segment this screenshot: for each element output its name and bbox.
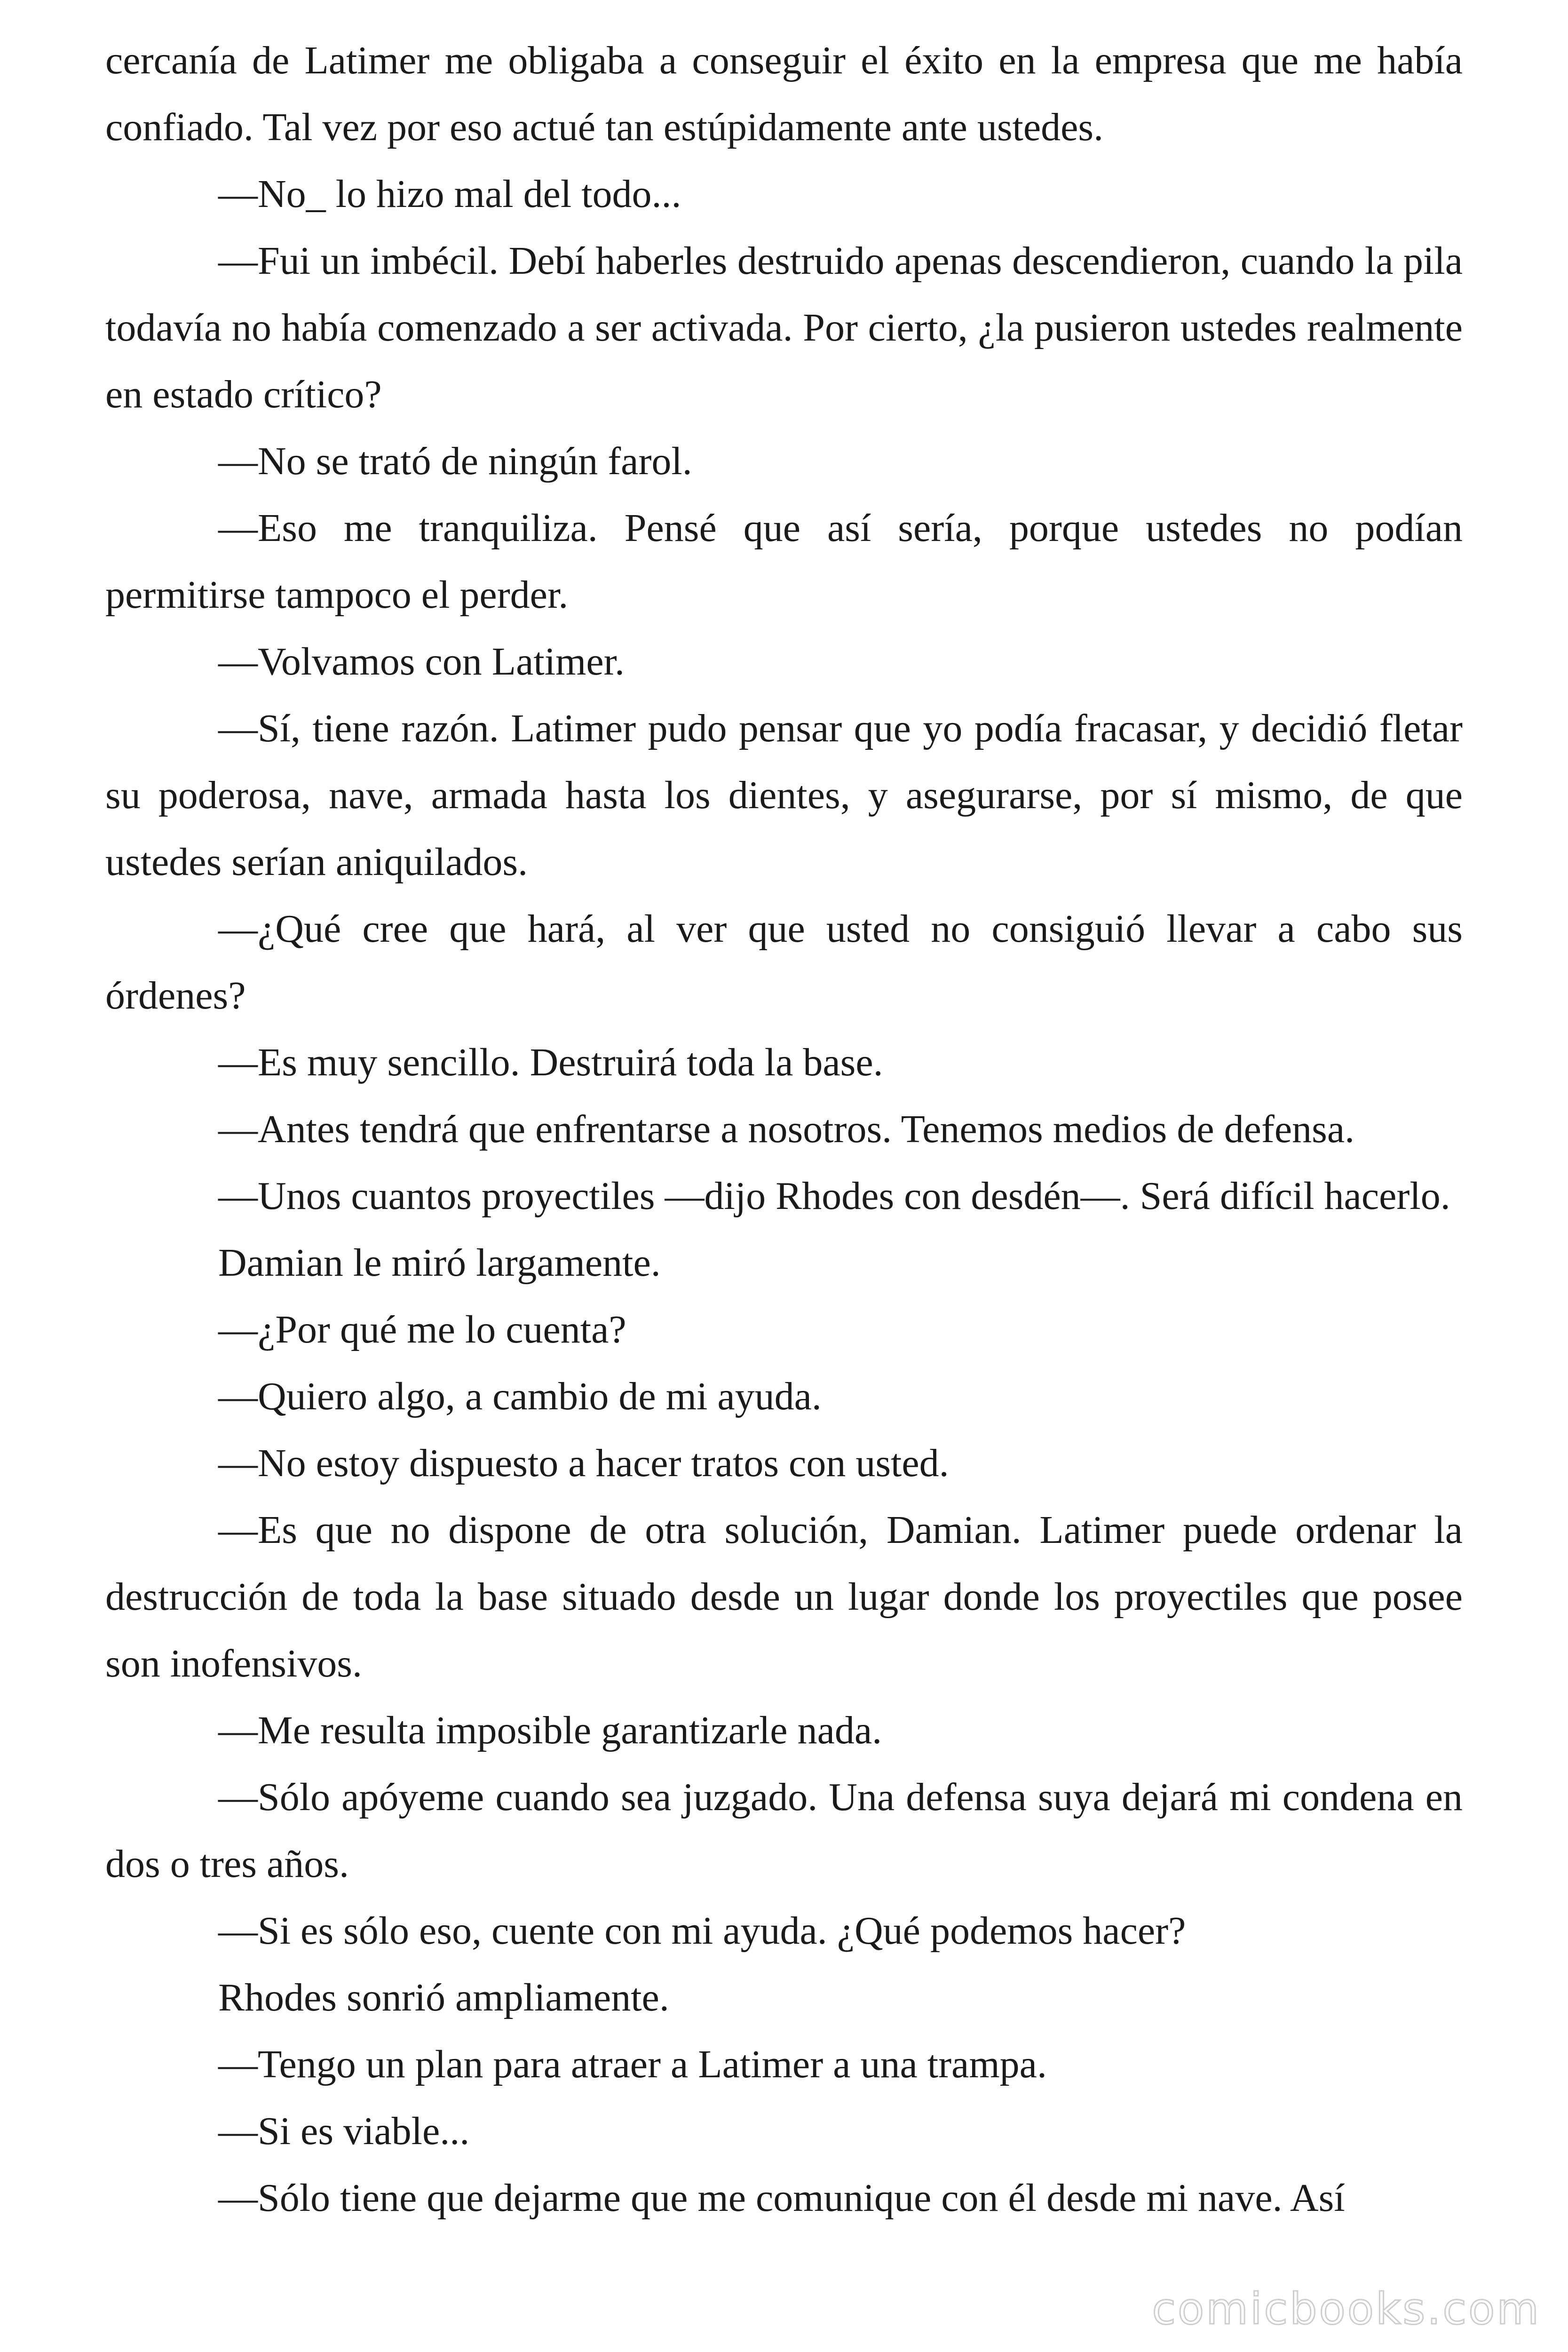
paragraph: —Me resulta imposible garantizarle nada. xyxy=(218,1708,882,1752)
paragraph: —Tengo un plan para atraer a Latimer a una trampa. xyxy=(218,2042,1047,2086)
paragraph: Damian le miró largamente. xyxy=(218,1241,661,1285)
paragraph: —Sólo tiene que dejarme que me comunique con él desde mi nave. Así xyxy=(218,2176,1345,2220)
paragraph: —Antes tendrá que enfrentarse a nosotros. Tenemos medios de defensa. xyxy=(218,1107,1355,1151)
paragraph: —Quiero algo, a cambio de mi ayuda. xyxy=(218,1375,822,1418)
paragraph: Rhodes sonrió ampliamente. xyxy=(218,1976,669,2019)
paragraph: —Sólo apóyeme cuando sea juzgado. Una defensa suya dejará mi condena en dos o tres años. xyxy=(105,1775,1463,1886)
paragraph: cercanía de Latimer me obligaba a conseguir el éxito en la empresa que me había confiado. Tal vez por eso actué tan estúpidamente ante ustedes. xyxy=(105,39,1463,149)
watermark: comicbooks.com xyxy=(1152,2284,1541,2334)
paragraph: —Es que no dispone de otra solución, Damian. Latimer puede ordenar la destrucción de toda la base situado desde un lugar donde los proyectiles que posee son inofensivos. xyxy=(105,1508,1463,1685)
paragraph: —Si es viable... xyxy=(218,2109,470,2153)
paragraph: —No estoy dispuesto a hacer tratos con usted. xyxy=(218,1441,949,1485)
paragraph: —Eso me tranquiliza. Pensé que así sería, porque ustedes no podían permitirse tampoco el perder. xyxy=(105,506,1463,617)
paragraph: —No se trató de ningún farol. xyxy=(218,439,692,483)
paragraph: —Fui un imbécil. Debí haberles destruido apenas descendieron, cuando la pila todavía no había comenzado a ser activada. Por cierto, ¿la pusieron ustedes realmente en estado crítico? xyxy=(105,239,1463,416)
document-page xyxy=(105,27,1463,2232)
paragraph: —Es muy sencillo. Destruirá toda la base. xyxy=(218,1041,883,1084)
paragraph: —Sí, tiene razón. Latimer pudo pensar que yo podía fracasar, y decidió fletar su poderosa, nave, armada hasta los dientes, y asegurarse, por sí mismo, de que ustedes serían aniquilados. xyxy=(105,707,1463,884)
paragraph: —Si es sólo eso, cuente con mi ayuda. ¿Qué podemos hacer? xyxy=(218,1909,1186,1953)
paragraph: —¿Qué cree que hará, al ver que usted no consiguió llevar a cabo sus órdenes? xyxy=(105,907,1463,1017)
paragraph: —No_ lo hizo mal del todo... xyxy=(218,172,681,216)
paragraph: —Volvamos con Latimer. xyxy=(218,640,625,683)
paragraph: —Unos cuantos proyectiles —dijo Rhodes con desdén—. Será difícil hacerlo. xyxy=(218,1174,1450,1218)
paragraph: —¿Por qué me lo cuenta? xyxy=(218,1308,626,1351)
